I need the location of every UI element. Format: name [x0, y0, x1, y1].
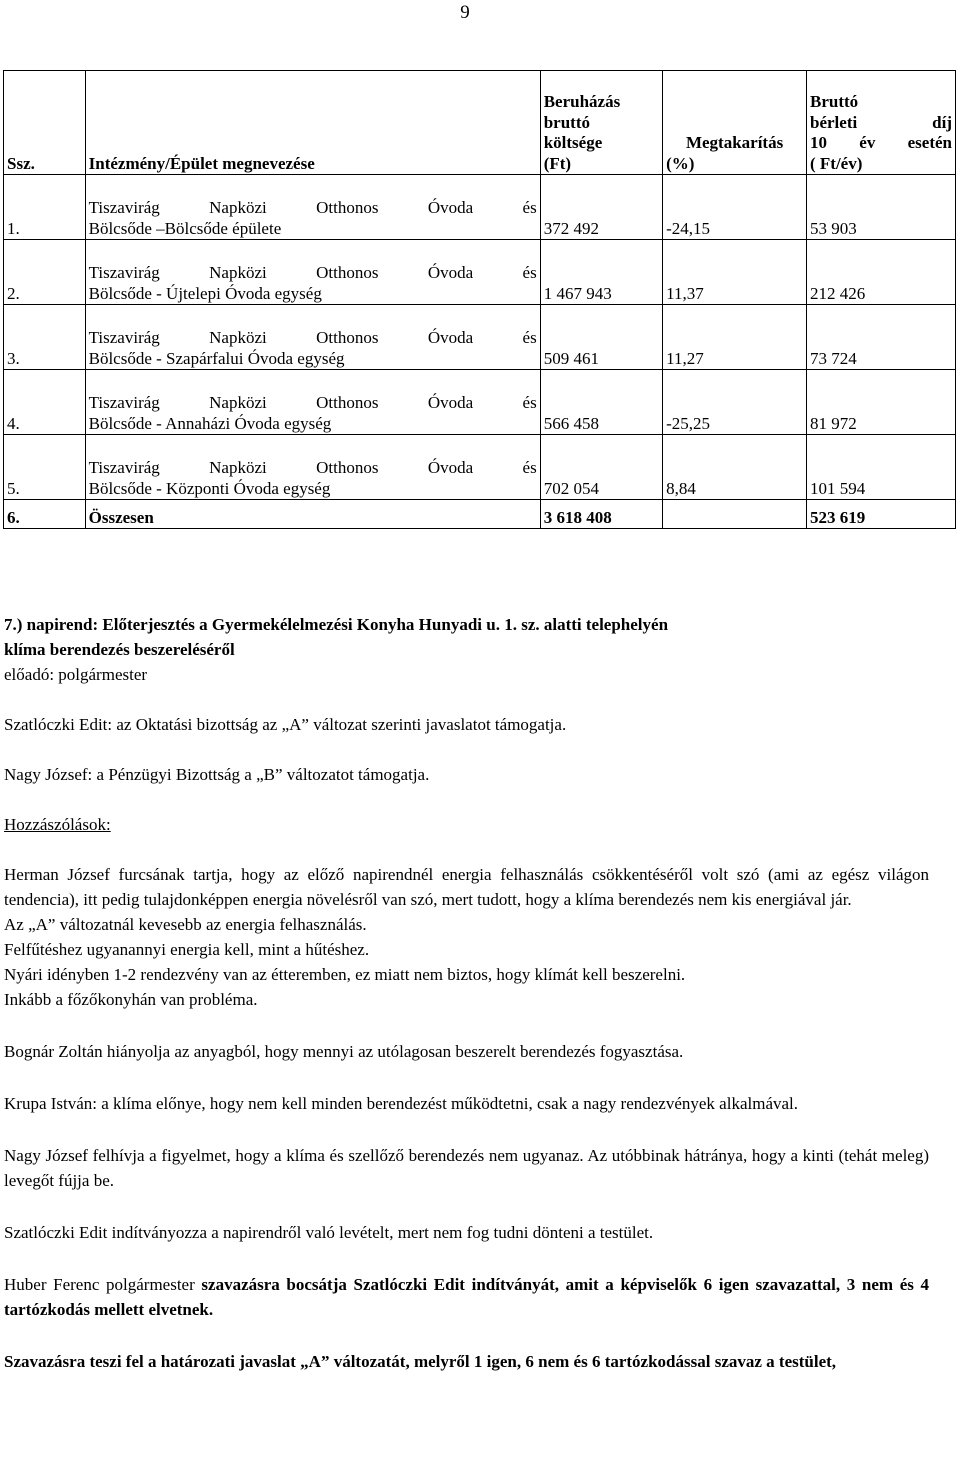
header-rent-line: ( Ft/év) — [810, 153, 863, 173]
cell-ssz: 5. — [4, 435, 86, 500]
paragraph-krupa: Krupa István: a klíma előnye, hogy nem kell minden berendezést működtetni, csak a nagy rendezvények alkalmával. — [4, 1094, 799, 1113]
cell-saving: 8,84 — [663, 435, 807, 500]
cell-ssz: 1. — [4, 175, 86, 240]
paragraph-nagy-1: Nagy József: a Pénzügyi Bizottság a „B” változatot támogatja. — [4, 765, 430, 784]
table-row — [4, 175, 956, 240]
cell-name — [85, 370, 540, 435]
table-header-row — [4, 71, 956, 175]
paragraph-bognar: Bognár Zoltán hiányolja az anyagból, hogy mennyi az utólagosan beszerelt berendezés fogyasztása. — [4, 1042, 684, 1061]
header-cost-line: (Ft) — [543, 153, 572, 173]
cell-cost: 1 467 943 — [540, 240, 662, 305]
name-line1: Tiszavirág Napközi Otthonos Óvoda és — [88, 393, 537, 413]
cell-ssz: 3. — [4, 305, 86, 370]
table-row — [4, 370, 956, 435]
cell-rent: 73 724 — [807, 305, 956, 370]
header-cost-line: költsége — [543, 133, 603, 153]
final-vote-text: Szavazásra teszi fel a határozati javaslat „A” változatát, melyről 1 igen, 6 nem és 6 tartózkodással szavaz a testület, — [4, 1352, 837, 1371]
agenda-title-line1: 7.) napirend: Előterjesztés a Gyermekélelmezési Konyha Hunyadi u. 1. sz. alatti telephelyén — [4, 615, 669, 634]
cell-rent: 101 594 — [807, 435, 956, 500]
header-saving — [663, 71, 807, 175]
comments-heading: Hozzászólások: — [4, 815, 111, 834]
name-line1: Tiszavirág Napközi Otthonos Óvoda és — [88, 458, 537, 478]
paragraph-szatloczki-1: Szatlóczki Edit: az Oktatási bizottság az „A” változat szerinti javaslatot támogatja. — [4, 715, 567, 734]
header-rent — [807, 71, 956, 175]
total-cost: 3 618 408 — [540, 500, 662, 529]
investment-table — [3, 70, 956, 529]
name-line2: Bölcsőde - Központi Óvoda egység — [88, 478, 331, 498]
paragraph-final-vote — [4, 1349, 929, 1374]
paragraph-herman-4: Nyári idényben 1-2 rendezvény van az étteremben, ez miatt nem biztos, hogy klímát kell beszerelni. — [4, 965, 686, 984]
header-rent-line: Bruttó — [810, 92, 859, 112]
total-ssz: 6. — [4, 500, 86, 529]
cell-saving: 11,27 — [663, 305, 807, 370]
total-label: Összesen — [85, 500, 540, 529]
paragraph-huber — [4, 1272, 929, 1322]
total-saving — [663, 500, 807, 529]
cell-name — [85, 175, 540, 240]
paragraph-herman-1: Herman József furcsának tartja, hogy az előző napirendnél energia felhasználás csökkentéséről volt szó (ami az egész világon tendencia), itt pedig tulajdonképpen energia növelésről van szó, mert tudott, hogy a klíma berendezés nem kis energiával jár. — [4, 865, 929, 909]
cell-rent: 212 426 — [807, 240, 956, 305]
minutes-body — [4, 612, 929, 1374]
paragraph-nagy-2: Nagy József felhívja a figyelmet, hogy a klíma és szellőző berendezés nem ugyanaz. Az utóbbinak hátránya, hogy a kinti (tehát meleg) levegőt fújja be. — [4, 1146, 929, 1190]
name-line2: Bölcsőde –Bölcsőde épülete — [88, 218, 282, 238]
cell-ssz: 4. — [4, 370, 86, 435]
agenda-presenter: előadó: polgármester — [4, 665, 148, 684]
cell-cost: 509 461 — [540, 305, 662, 370]
header-saving-line: (%) — [666, 153, 695, 173]
header-rent-line: bérleti díj — [810, 112, 952, 132]
agenda-title — [4, 612, 929, 662]
cell-saving: -24,15 — [663, 175, 807, 240]
name-line2: Bölcsőde - Szapárfalui Óvoda egység — [88, 348, 345, 368]
cell-ssz: 2. — [4, 240, 86, 305]
name-line2: Bölcsőde - Annaházi Óvoda egység — [88, 413, 332, 433]
header-rent-line: 10 év esetén — [810, 133, 952, 153]
paragraph-herman-5: Inkább a főzőkonyhán van probléma. — [4, 990, 258, 1009]
agenda-title-line2: klíma berendezés beszereléséről — [4, 640, 235, 659]
cell-name — [85, 305, 540, 370]
header-saving-line: Megtakarítás — [685, 133, 784, 153]
table-row — [4, 240, 956, 305]
huber-name: Huber Ferenc polgármester — [4, 1275, 202, 1294]
paragraph-herman-2: Az „A” változatnál kevesebb az energia felhasználás. — [4, 915, 367, 934]
header-cost-line: bruttó — [543, 112, 590, 132]
total-rent: 523 619 — [807, 500, 956, 529]
cell-name — [85, 240, 540, 305]
name-line1: Tiszavirág Napközi Otthonos Óvoda és — [88, 263, 537, 283]
table-row — [4, 305, 956, 370]
paragraph-herman-3: Felfűtéshez ugyanannyi energia kell, mint a hűtéshez. — [4, 940, 370, 959]
name-line2: Bölcsőde - Újtelepi Óvoda egység — [88, 283, 322, 303]
cell-name — [85, 435, 540, 500]
cell-saving: 11,37 — [663, 240, 807, 305]
paragraph-szatloczki-2: Szatlóczki Edit indítványozza a napirendről való levételt, mert nem fog tudni dönteni a testület. — [4, 1223, 654, 1242]
name-line1: Tiszavirág Napközi Otthonos Óvoda és — [88, 328, 537, 348]
name-line1: Tiszavirág Napközi Otthonos Óvoda és — [88, 198, 537, 218]
cell-cost: 566 458 — [540, 370, 662, 435]
header-cost — [540, 71, 662, 175]
header-ssz: Ssz. — [4, 71, 86, 175]
page-number: 9 — [460, 2, 470, 23]
header-name: Intézmény/Épület megnevezése — [85, 71, 540, 175]
header-cost-line: Beruházás — [543, 92, 621, 112]
huber-vote-text: szavazásra bocsátja Szatlóczki Edit indítványát, amit a képviselők 6 igen szavazattal, 3 nem és 4 tartózkodás mellett elvetnek. — [4, 1275, 929, 1319]
cell-cost: 702 054 — [540, 435, 662, 500]
table-row — [4, 435, 956, 500]
cell-rent: 53 903 — [807, 175, 956, 240]
cell-rent: 81 972 — [807, 370, 956, 435]
total-row — [4, 500, 956, 529]
cell-cost: 372 492 — [540, 175, 662, 240]
cell-saving: -25,25 — [663, 370, 807, 435]
